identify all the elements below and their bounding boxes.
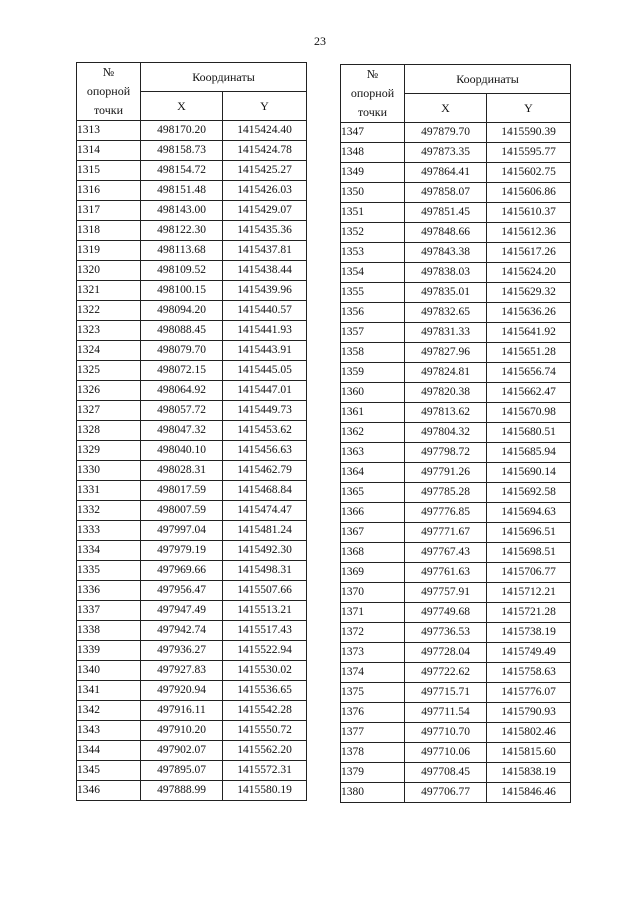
- cell-point-number: 1324: [77, 341, 141, 361]
- cell-y: 1415498.31: [223, 561, 307, 581]
- table-row: [341, 683, 571, 703]
- table-row: [341, 403, 571, 423]
- cell-y: 1415438.44: [223, 261, 307, 281]
- cell-point-number: 1343: [77, 721, 141, 741]
- cell-y: 1415802.46: [487, 723, 571, 743]
- table-row: [77, 481, 307, 501]
- cell-point-number: 1376: [341, 703, 405, 723]
- header-point-number: [341, 65, 405, 123]
- table-row: [77, 261, 307, 281]
- cell-x: 497776.85: [405, 503, 487, 523]
- table-row: [77, 181, 307, 201]
- cell-point-number: 1371: [341, 603, 405, 623]
- cell-y: 1415680.51: [487, 423, 571, 443]
- table-row: [77, 381, 307, 401]
- table-row: [341, 723, 571, 743]
- table-row: [77, 621, 307, 641]
- cell-x: 498017.59: [141, 481, 223, 501]
- cell-x: 498057.72: [141, 401, 223, 421]
- cell-point-number: 1317: [77, 201, 141, 221]
- table-row: [341, 363, 571, 383]
- cell-point-number: 1342: [77, 701, 141, 721]
- table-row: [341, 523, 571, 543]
- table-row: [77, 461, 307, 481]
- cell-y: 1415449.73: [223, 401, 307, 421]
- cell-y: 1415474.47: [223, 501, 307, 521]
- cell-point-number: 1353: [341, 243, 405, 263]
- cell-y: 1415612.36: [487, 223, 571, 243]
- cell-point-number: 1366: [341, 503, 405, 523]
- cell-point-number: 1326: [77, 381, 141, 401]
- cell-y: 1415712.21: [487, 583, 571, 603]
- cell-point-number: 1348: [341, 143, 405, 163]
- cell-y: 1415685.94: [487, 443, 571, 463]
- cell-point-number: 1337: [77, 601, 141, 621]
- cell-point-number: 1367: [341, 523, 405, 543]
- cell-point-number: 1313: [77, 121, 141, 141]
- cell-point-number: 1362: [341, 423, 405, 443]
- cell-point-number: 1354: [341, 263, 405, 283]
- table-row: [77, 121, 307, 141]
- table-row: [77, 301, 307, 321]
- cell-x: 498158.73: [141, 141, 223, 161]
- table-row: [77, 241, 307, 261]
- cell-y: 1415507.66: [223, 581, 307, 601]
- cell-x: 497824.81: [405, 363, 487, 383]
- cell-y: 1415580.19: [223, 781, 307, 801]
- cell-point-number: 1319: [77, 241, 141, 261]
- table-row: [77, 321, 307, 341]
- cell-point-number: 1372: [341, 623, 405, 643]
- cell-y: 1415629.32: [487, 283, 571, 303]
- cell-x: 497997.04: [141, 521, 223, 541]
- header-point-number: [77, 63, 141, 121]
- header-point-line3: точки: [357, 105, 388, 119]
- coordinates-table-right: [340, 64, 571, 803]
- table-row: [77, 201, 307, 221]
- table-row: [341, 323, 571, 343]
- cell-x: 498079.70: [141, 341, 223, 361]
- cell-y: 1415670.98: [487, 403, 571, 423]
- cell-y: 1415572.31: [223, 761, 307, 781]
- cell-point-number: 1334: [77, 541, 141, 561]
- cell-x: 498122.30: [141, 221, 223, 241]
- cell-y: 1415440.57: [223, 301, 307, 321]
- cell-x: 497820.38: [405, 383, 487, 403]
- cell-x: 497873.35: [405, 143, 487, 163]
- cell-y: 1415721.28: [487, 603, 571, 623]
- cell-x: 497831.33: [405, 323, 487, 343]
- cell-x: 497728.04: [405, 643, 487, 663]
- cell-x: 497736.53: [405, 623, 487, 643]
- header-y: Y: [223, 92, 307, 121]
- table-row: [341, 443, 571, 463]
- cell-x: 497927.83: [141, 661, 223, 681]
- header-point-line2: опорной: [86, 84, 131, 98]
- cell-y: 1415758.63: [487, 663, 571, 683]
- cell-y: 1415439.96: [223, 281, 307, 301]
- table-row: [77, 541, 307, 561]
- cell-x: 497798.72: [405, 443, 487, 463]
- cell-point-number: 1378: [341, 743, 405, 763]
- cell-x: 497767.43: [405, 543, 487, 563]
- cell-point-number: 1321: [77, 281, 141, 301]
- cell-point-number: 1315: [77, 161, 141, 181]
- cell-x: 498007.59: [141, 501, 223, 521]
- cell-y: 1415542.28: [223, 701, 307, 721]
- header-point-line2: опорной: [350, 86, 395, 100]
- cell-y: 1415690.14: [487, 463, 571, 483]
- table-row: [77, 341, 307, 361]
- cell-x: 497936.27: [141, 641, 223, 661]
- cell-x: 498040.10: [141, 441, 223, 461]
- cell-point-number: 1359: [341, 363, 405, 383]
- cell-y: 1415815.60: [487, 743, 571, 763]
- table-row: [77, 741, 307, 761]
- cell-y: 1415517.43: [223, 621, 307, 641]
- cell-x: 497888.99: [141, 781, 223, 801]
- cell-y: 1415694.63: [487, 503, 571, 523]
- cell-x: 498154.72: [141, 161, 223, 181]
- cell-x: 497851.45: [405, 203, 487, 223]
- cell-y: 1415453.62: [223, 421, 307, 441]
- cell-point-number: 1316: [77, 181, 141, 201]
- cell-x: 497843.38: [405, 243, 487, 263]
- cell-point-number: 1364: [341, 463, 405, 483]
- table-row: [341, 203, 571, 223]
- cell-y: 1415424.78: [223, 141, 307, 161]
- cell-point-number: 1346: [77, 781, 141, 801]
- table-row: [77, 521, 307, 541]
- cell-y: 1415656.74: [487, 363, 571, 383]
- coordinates-table-left: [76, 62, 307, 801]
- table-row: [77, 681, 307, 701]
- cell-y: 1415447.01: [223, 381, 307, 401]
- cell-x: 497706.77: [405, 783, 487, 803]
- header-coordinates: Координаты: [141, 63, 307, 92]
- cell-x: 497710.70: [405, 723, 487, 743]
- cell-y: 1415481.24: [223, 521, 307, 541]
- cell-y: 1415776.07: [487, 683, 571, 703]
- table-row: [341, 503, 571, 523]
- table-row: [77, 221, 307, 241]
- cell-point-number: 1355: [341, 283, 405, 303]
- cell-y: 1415492.30: [223, 541, 307, 561]
- cell-y: 1415738.19: [487, 623, 571, 643]
- table-row: [341, 303, 571, 323]
- cell-y: 1415846.46: [487, 783, 571, 803]
- cell-point-number: 1351: [341, 203, 405, 223]
- cell-point-number: 1363: [341, 443, 405, 463]
- cell-x: 497879.70: [405, 123, 487, 143]
- cell-x: 497771.67: [405, 523, 487, 543]
- table-body-right: [341, 123, 571, 803]
- cell-point-number: 1332: [77, 501, 141, 521]
- cell-x: 497858.07: [405, 183, 487, 203]
- cell-point-number: 1374: [341, 663, 405, 683]
- cell-x: 497902.07: [141, 741, 223, 761]
- table-row: [341, 763, 571, 783]
- table-row: [77, 581, 307, 601]
- table-row: [341, 243, 571, 263]
- table-row: [77, 661, 307, 681]
- cell-point-number: 1357: [341, 323, 405, 343]
- header-point-line1: №: [366, 67, 379, 81]
- cell-x: 498170.20: [141, 121, 223, 141]
- cell-y: 1415429.07: [223, 201, 307, 221]
- cell-point-number: 1338: [77, 621, 141, 641]
- cell-point-number: 1327: [77, 401, 141, 421]
- cell-x: 497864.41: [405, 163, 487, 183]
- page-number: 23: [314, 34, 326, 48]
- table-row: [341, 383, 571, 403]
- cell-y: 1415651.28: [487, 343, 571, 363]
- cell-y: 1415624.20: [487, 263, 571, 283]
- table-row: [341, 163, 571, 183]
- cell-point-number: 1356: [341, 303, 405, 323]
- cell-point-number: 1344: [77, 741, 141, 761]
- table-row: [77, 761, 307, 781]
- cell-x: 497804.32: [405, 423, 487, 443]
- cell-point-number: 1320: [77, 261, 141, 281]
- cell-y: 1415595.77: [487, 143, 571, 163]
- table-row: [341, 423, 571, 443]
- cell-y: 1415602.75: [487, 163, 571, 183]
- cell-point-number: 1369: [341, 563, 405, 583]
- table-row: [341, 623, 571, 643]
- cell-y: 1415530.02: [223, 661, 307, 681]
- cell-x: 497785.28: [405, 483, 487, 503]
- cell-y: 1415698.51: [487, 543, 571, 563]
- table-row: [341, 663, 571, 683]
- cell-x: 497942.74: [141, 621, 223, 641]
- table-row: [341, 223, 571, 243]
- header-y: Y: [487, 94, 571, 123]
- table-row: [77, 721, 307, 741]
- cell-x: 498064.92: [141, 381, 223, 401]
- table-row: [77, 401, 307, 421]
- cell-y: 1415562.20: [223, 741, 307, 761]
- cell-x: 497832.65: [405, 303, 487, 323]
- cell-y: 1415838.19: [487, 763, 571, 783]
- cell-point-number: 1375: [341, 683, 405, 703]
- cell-point-number: 1336: [77, 581, 141, 601]
- cell-y: 1415550.72: [223, 721, 307, 741]
- cell-x: 497761.63: [405, 563, 487, 583]
- table-row: [341, 123, 571, 143]
- cell-y: 1415522.94: [223, 641, 307, 661]
- table-row: [77, 161, 307, 181]
- cell-x: 497848.66: [405, 223, 487, 243]
- cell-point-number: 1373: [341, 643, 405, 663]
- table-row: [77, 281, 307, 301]
- cell-y: 1415749.49: [487, 643, 571, 663]
- cell-x: 497757.91: [405, 583, 487, 603]
- cell-point-number: 1329: [77, 441, 141, 461]
- table-row: [341, 463, 571, 483]
- cell-y: 1415790.93: [487, 703, 571, 723]
- cell-y: 1415425.27: [223, 161, 307, 181]
- cell-y: 1415435.36: [223, 221, 307, 241]
- cell-point-number: 1318: [77, 221, 141, 241]
- cell-point-number: 1358: [341, 343, 405, 363]
- table-row: [341, 483, 571, 503]
- cell-y: 1415424.40: [223, 121, 307, 141]
- table-row: [341, 583, 571, 603]
- table-row: [341, 743, 571, 763]
- cell-y: 1415536.65: [223, 681, 307, 701]
- table-row: [341, 283, 571, 303]
- table-row: [77, 701, 307, 721]
- cell-point-number: 1328: [77, 421, 141, 441]
- header-coordinates: Координаты: [405, 65, 571, 94]
- cell-point-number: 1350: [341, 183, 405, 203]
- table-body-left: [77, 121, 307, 801]
- cell-point-number: 1341: [77, 681, 141, 701]
- cell-point-number: 1349: [341, 163, 405, 183]
- cell-y: 1415692.58: [487, 483, 571, 503]
- table-row: [77, 441, 307, 461]
- table-row: [77, 501, 307, 521]
- table-row: [77, 781, 307, 801]
- cell-point-number: 1368: [341, 543, 405, 563]
- cell-x: 497711.54: [405, 703, 487, 723]
- cell-y: 1415437.81: [223, 241, 307, 261]
- cell-y: 1415662.47: [487, 383, 571, 403]
- cell-y: 1415696.51: [487, 523, 571, 543]
- cell-x: 498047.32: [141, 421, 223, 441]
- cell-point-number: 1352: [341, 223, 405, 243]
- cell-point-number: 1314: [77, 141, 141, 161]
- cell-y: 1415641.92: [487, 323, 571, 343]
- cell-x: 498151.48: [141, 181, 223, 201]
- cell-point-number: 1347: [341, 123, 405, 143]
- cell-point-number: 1340: [77, 661, 141, 681]
- cell-x: 497916.11: [141, 701, 223, 721]
- cell-x: 498088.45: [141, 321, 223, 341]
- cell-y: 1415610.37: [487, 203, 571, 223]
- table-row: [77, 561, 307, 581]
- cell-y: 1415426.03: [223, 181, 307, 201]
- cell-y: 1415606.86: [487, 183, 571, 203]
- table-row: [77, 641, 307, 661]
- cell-point-number: 1365: [341, 483, 405, 503]
- table-row: [341, 703, 571, 723]
- table-row: [77, 361, 307, 381]
- table-row: [341, 543, 571, 563]
- cell-point-number: 1380: [341, 783, 405, 803]
- cell-x: 497715.71: [405, 683, 487, 703]
- table-row: [77, 141, 307, 161]
- table-row: [341, 343, 571, 363]
- table-row: [341, 563, 571, 583]
- cell-x: 497813.62: [405, 403, 487, 423]
- cell-point-number: 1335: [77, 561, 141, 581]
- cell-x: 497827.96: [405, 343, 487, 363]
- cell-x: 498028.31: [141, 461, 223, 481]
- cell-x: 498094.20: [141, 301, 223, 321]
- cell-point-number: 1325: [77, 361, 141, 381]
- header-x: X: [141, 92, 223, 121]
- cell-y: 1415590.39: [487, 123, 571, 143]
- cell-x: 497722.62: [405, 663, 487, 683]
- cell-x: 498113.68: [141, 241, 223, 261]
- cell-x: 497749.68: [405, 603, 487, 623]
- cell-x: 497979.19: [141, 541, 223, 561]
- table-row: [341, 143, 571, 163]
- cell-x: 497708.45: [405, 763, 487, 783]
- table-row: [341, 643, 571, 663]
- cell-x: 497791.26: [405, 463, 487, 483]
- table-row: [341, 603, 571, 623]
- cell-x: 497838.03: [405, 263, 487, 283]
- cell-x: 498100.15: [141, 281, 223, 301]
- cell-point-number: 1377: [341, 723, 405, 743]
- cell-point-number: 1323: [77, 321, 141, 341]
- table-row: [341, 183, 571, 203]
- cell-x: 497956.47: [141, 581, 223, 601]
- cell-y: 1415441.93: [223, 321, 307, 341]
- cell-y: 1415462.79: [223, 461, 307, 481]
- cell-point-number: 1330: [77, 461, 141, 481]
- cell-x: 498109.52: [141, 261, 223, 281]
- table-row: [77, 421, 307, 441]
- cell-point-number: 1379: [341, 763, 405, 783]
- table-row: [341, 783, 571, 803]
- cell-x: 498072.15: [141, 361, 223, 381]
- cell-point-number: 1370: [341, 583, 405, 603]
- cell-x: 497835.01: [405, 283, 487, 303]
- cell-point-number: 1333: [77, 521, 141, 541]
- cell-x: 497920.94: [141, 681, 223, 701]
- cell-y: 1415706.77: [487, 563, 571, 583]
- cell-y: 1415617.26: [487, 243, 571, 263]
- cell-y: 1415445.05: [223, 361, 307, 381]
- table-row: [341, 263, 571, 283]
- cell-point-number: 1360: [341, 383, 405, 403]
- cell-x: 497969.66: [141, 561, 223, 581]
- cell-x: 497910.20: [141, 721, 223, 741]
- cell-x: 497947.49: [141, 601, 223, 621]
- cell-point-number: 1345: [77, 761, 141, 781]
- header-point-line3: точки: [93, 103, 124, 117]
- cell-point-number: 1331: [77, 481, 141, 501]
- table-row: [77, 601, 307, 621]
- cell-y: 1415636.26: [487, 303, 571, 323]
- cell-y: 1415443.91: [223, 341, 307, 361]
- cell-y: 1415513.21: [223, 601, 307, 621]
- header-x: X: [405, 94, 487, 123]
- cell-point-number: 1322: [77, 301, 141, 321]
- cell-x: 497895.07: [141, 761, 223, 781]
- cell-x: 498143.00: [141, 201, 223, 221]
- header-point-line1: №: [102, 65, 115, 79]
- cell-x: 497710.06: [405, 743, 487, 763]
- cell-point-number: 1361: [341, 403, 405, 423]
- cell-y: 1415468.84: [223, 481, 307, 501]
- cell-point-number: 1339: [77, 641, 141, 661]
- cell-y: 1415456.63: [223, 441, 307, 461]
